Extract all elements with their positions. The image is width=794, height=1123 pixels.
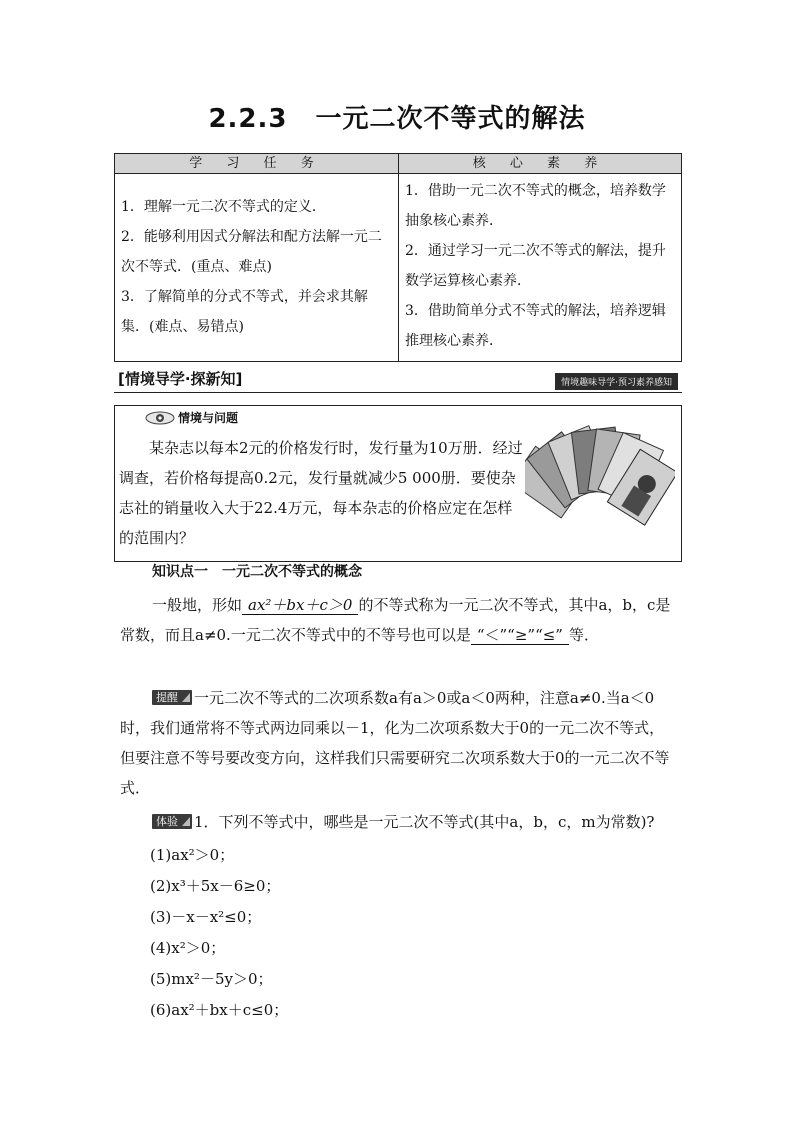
definition-text: 等．: [568, 626, 599, 644]
definition-text: 一般地，形如: [152, 596, 243, 614]
scenario-box: [114, 405, 682, 562]
definition-text: 的不等式称为一元二次不等式，其中a，b，c是常数，而且a≠0.一元二次不等式中的不等号也可以是: [120, 596, 671, 644]
learning-task-item: 2．能够利用因式分解法和配方法解一元二次不等式．(重点、难点): [121, 229, 382, 275]
knowledge-heading: [152, 561, 362, 581]
exercise-item: (4)x²＞0；: [150, 939, 226, 957]
learning-tasks-header: 学 习 任 务: [115, 154, 399, 174]
core-literacy-header: 核 心 素 养: [399, 154, 681, 174]
objectives-table: [114, 153, 682, 362]
learning-task-item: 1．理解一元二次不等式的定义．: [121, 199, 326, 215]
exercise-item: (2)x³＋5x－6≥0；: [150, 877, 281, 895]
definition-formula: ax²＋bx＋c＞0: [242, 596, 358, 615]
exercise-badge: 体验: [152, 814, 192, 829]
knowledge-number: 知识点一: [152, 564, 208, 580]
tip-badge: 提醒: [152, 690, 192, 705]
core-literacy-item: 1．借助一元二次不等式的概念，培养数学抽象核心素养．: [405, 183, 666, 229]
scenario-label: [145, 409, 238, 426]
exercise-question: [120, 807, 676, 837]
section-name: [情境导学·探新知]: [118, 370, 243, 388]
section-number: 2.2.3: [208, 104, 288, 134]
learning-task-item: 3．了解简单的分式不等式，并会求其解集．(难点、易错点): [121, 289, 368, 335]
learning-tasks-list: [121, 192, 395, 342]
section-title: 一元二次不等式的解法: [315, 104, 586, 134]
exercise-item: (6)ax²＋bx＋c≤0；: [150, 1001, 289, 1019]
tip-paragraph: [120, 683, 676, 803]
scenario-icon: [145, 411, 175, 425]
tip-text: 一元二次不等式的二次项系数a有a＞0或a＜0两种，注意a≠0.当a＜0时，我们通常将不等式两边同乘以－1，化为二次项系数大于0的一元二次不等式，但要注意不等号要改变方向，这样我们只需要研究二次项系数大于0的一元二次不等式．: [120, 689, 670, 797]
scenario-label-text: 情境与问题: [178, 411, 239, 425]
exercise-item: (5)mx²－5y＞0；: [150, 970, 273, 988]
core-literacy-list: [405, 176, 677, 356]
page-title: [0, 98, 794, 135]
section-tag: 情境趣味导学·预习素养感知: [555, 373, 678, 390]
definition-paragraph: [120, 590, 676, 650]
magazines-image: [525, 422, 675, 534]
section-bar: [114, 368, 682, 393]
inequality-signs-blank: “＜”“≥”“≤”: [471, 626, 569, 645]
exercise-item: (1)ax²＞0；: [150, 846, 235, 864]
core-literacy-item: 3．借助简单分式不等式的解法，培养逻辑推理核心素养．: [405, 303, 666, 349]
exercise-item: (3)－x－x²≤0；: [150, 908, 262, 926]
core-literacy-item: 2．通过学习一元二次不等式的解法，提升数学运算核心素养．: [405, 243, 666, 289]
exercise-question-text: 1．下列不等式中，哪些是一元二次不等式(其中a，b，c，m为常数)?: [194, 813, 655, 831]
knowledge-title: 一元二次不等式的概念: [222, 564, 362, 580]
table-divider: [398, 154, 399, 361]
scenario-text: 某杂志以每本2元的价格发行时，发行量为10万册．经过调查，若价格每提高0.2元，发行量就减少5 000册．要使杂志社的销量收入大于22.4万元，每本杂志的价格应定在怎样的范围内？: [119, 439, 523, 547]
